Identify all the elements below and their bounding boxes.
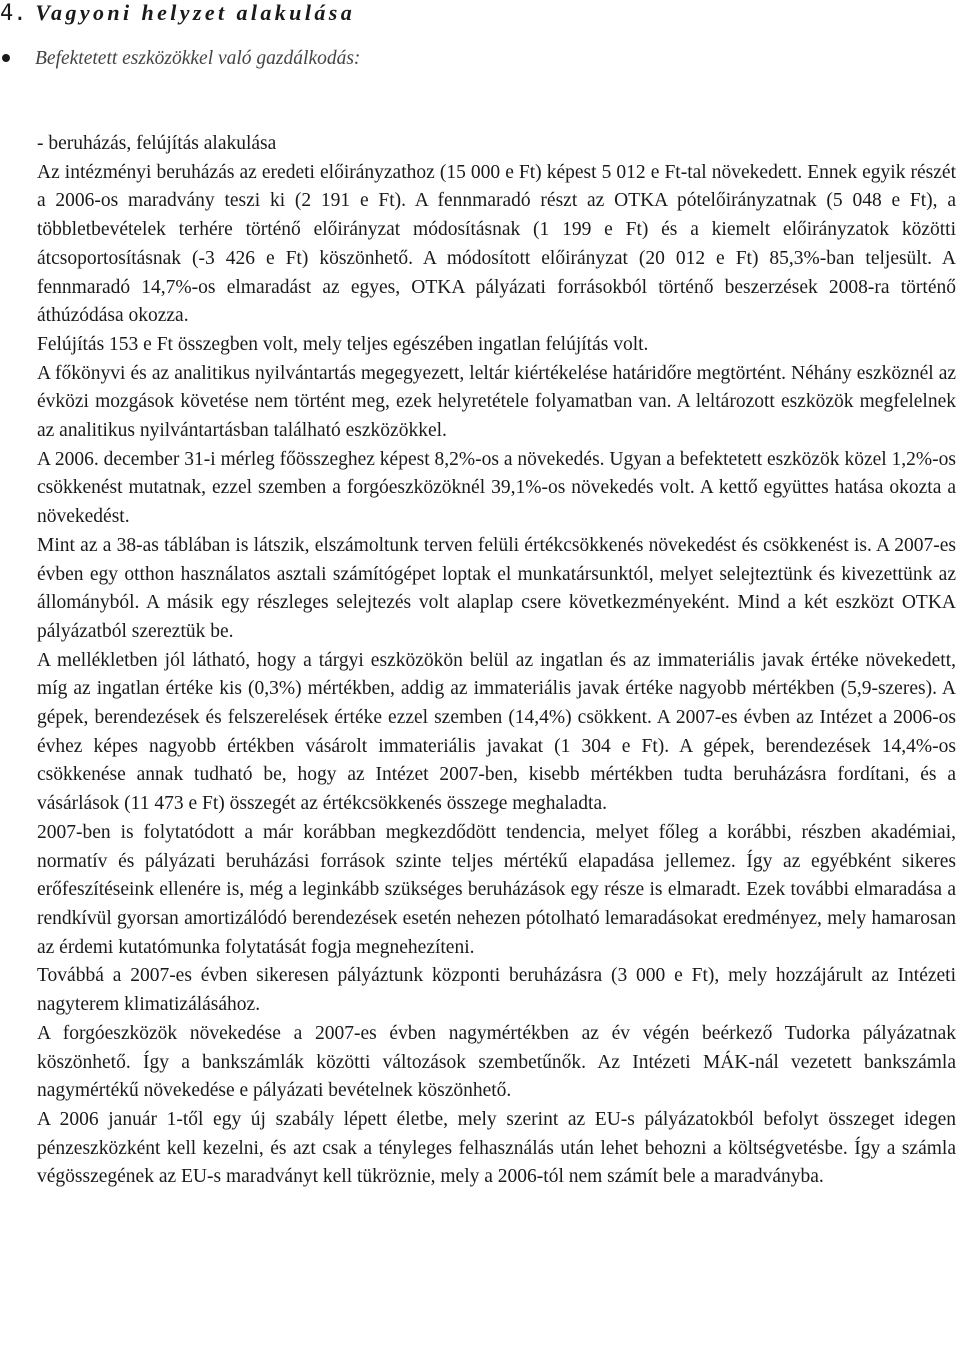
paragraph: A 2006 január 1-től egy új szabály lépett életbe, mely szerint az EU-s pályázatokból befolyt összeget idegen pénzeszközként kell kezelni, és azt csak a tényleges felhasználás után lehet behozni a költségvetésbe. Így a számla végösszegének az EU-s maradványt kell tükröznie, mely a 2006-tól nem számít bele a maradványba. bbox=[37, 1108, 956, 1188]
section-title: Vagyoni helyzet alakulása bbox=[35, 0, 356, 25]
paragraph: Az intézményi beruházás az eredeti előirányzathoz (15 000 e Ft) képest 5 012 e Ft-tal növekedett. Ennek egyik részét a 2006-os maradvány teszi ki (2 191 e Ft). A fennmaradó részt az OTKA pótelőirányzatnak (5 048 e Ft), a többletbevételek terhére történő előirányzat módosításnak (1 199 e Ft) és a kiemelt előirányzatok közötti átcsoportosításnak (-3 426 e Ft) köszönhető. A módosított előirányzat (20 012 e Ft) 85,3%-ban teljesült. A fennmaradó 14,7%-os elmaradást az egyes, OTKA pályázati forrásokból történő beszerzések 2008-ra történő áthúzódása okozza. bbox=[37, 161, 956, 327]
paragraph: Mint az a 38-as táblában is látszik, elszámoltunk terven felüli értékcsökkenés növekedést és csökkenést is. A 2007-es évben egy otthon használatos asztali számítógépet loptak el munkatársunktól, melyet selejteztünk és kivezettünk az állományból. A másik egy részleges selejtezés volt alaplap csere következményeként. Mind a két eszközt OTKA pályázatból szereztük be. bbox=[37, 534, 956, 642]
paragraph: Felújítás 153 e Ft összegben volt, mely teljes egészében ingatlan felújítás volt. bbox=[37, 333, 649, 355]
bullet-icon bbox=[2, 54, 10, 62]
paragraph: Továbbá a 2007-es évben sikeresen pályáztunk központi beruházásra (3 000 e Ft), mely hozzájárult az Intézeti nagyterem klimatizálásához. bbox=[37, 965, 956, 1016]
section-number: 4. bbox=[0, 1, 27, 26]
paragraph: A főkönyvi és az analitikus nyilvántartás megegyezett, leltár kiértékelése határidőre megtörtént. Néhány eszköznél az évközi mozgások követése nem történt meg, ezek helyretétele folyamatban van. A leltározott eszközök megfelelnek az analitikus nyilvántartásban található eszközökkel. bbox=[37, 362, 956, 442]
bullet-item bbox=[0, 47, 360, 71]
paragraph: A 2006. december 31-i mérleg főösszeghez képest 8,2%-os a növekedés. Ugyan a befektetett eszközök közel 1,2%-os csökkenést mutatnak, ezzel szemben a forgóeszközöknél 39,1%-os növekedés volt. A kettő együttes hatása okozta a növekedést. bbox=[37, 448, 956, 528]
paragraph: 2007-ben is folytatódott a már korábban megkezdődött tendencia, melyet főleg a korábbi, részben akadémiai, normatív és pályázati beruházási források szinte teljes mértékű elapadása jellemez. Így az egyébként sikeres erőfeszítéseink ellenére is, még a leginkább szükséges beruházások egy része is elmaradt. Ezek további elmaradása a rendkívül gyorsan amortizálódó berendezések esetén nehezen pótolható lemaradásokat eredményez, mely hamarosan az érdemi kutatómunka folytatását fogja megnehezíteni. bbox=[37, 821, 956, 958]
paragraph: A forgóeszközök növekedése a 2007-es évben nagymértékben az év végén beérkező Tudorka pályázatnak köszönhető. Így a bankszámlák közötti változások szembetűnők. Az Intézeti MÁK-nál vezetett bankszámla nagymértékű növekedése e pályázati bevételnek köszönhető. bbox=[37, 1022, 956, 1102]
bullet-label: Befektetett eszközökkel való gazdálkodás: bbox=[35, 48, 361, 69]
subheading: - beruházás, felújítás alakulása bbox=[37, 133, 277, 154]
body-text bbox=[37, 130, 956, 1192]
paragraph: A mellékletben jól látható, hogy a tárgyi eszközökön belül az ingatlan és az immateriális javak értéke növekedett, míg az ingatlan értéke kis (0,3%) mértékben, addig az immateriális javak értéke nagyobb mértékben (5,9-szeres). A gépek, berendezések és felszerelések értéke ezzel szemben (14,4%) csökkent. A 2007-es évben az Intézet a 2006-os évhez képes nagyobb értékben vásárolt immateriális javakat (1 304 e Ft). A gépek, berendezések 14,4%-os csökkenése annak tudható be, hogy az Intézet 2007-ben, kisebb mértékben tudta beruházásra fordítani, és a vásárlások (11 473 e Ft) összegét az értékcsökkenés összege meghaladta. bbox=[37, 649, 956, 815]
section-heading bbox=[0, 0, 355, 26]
